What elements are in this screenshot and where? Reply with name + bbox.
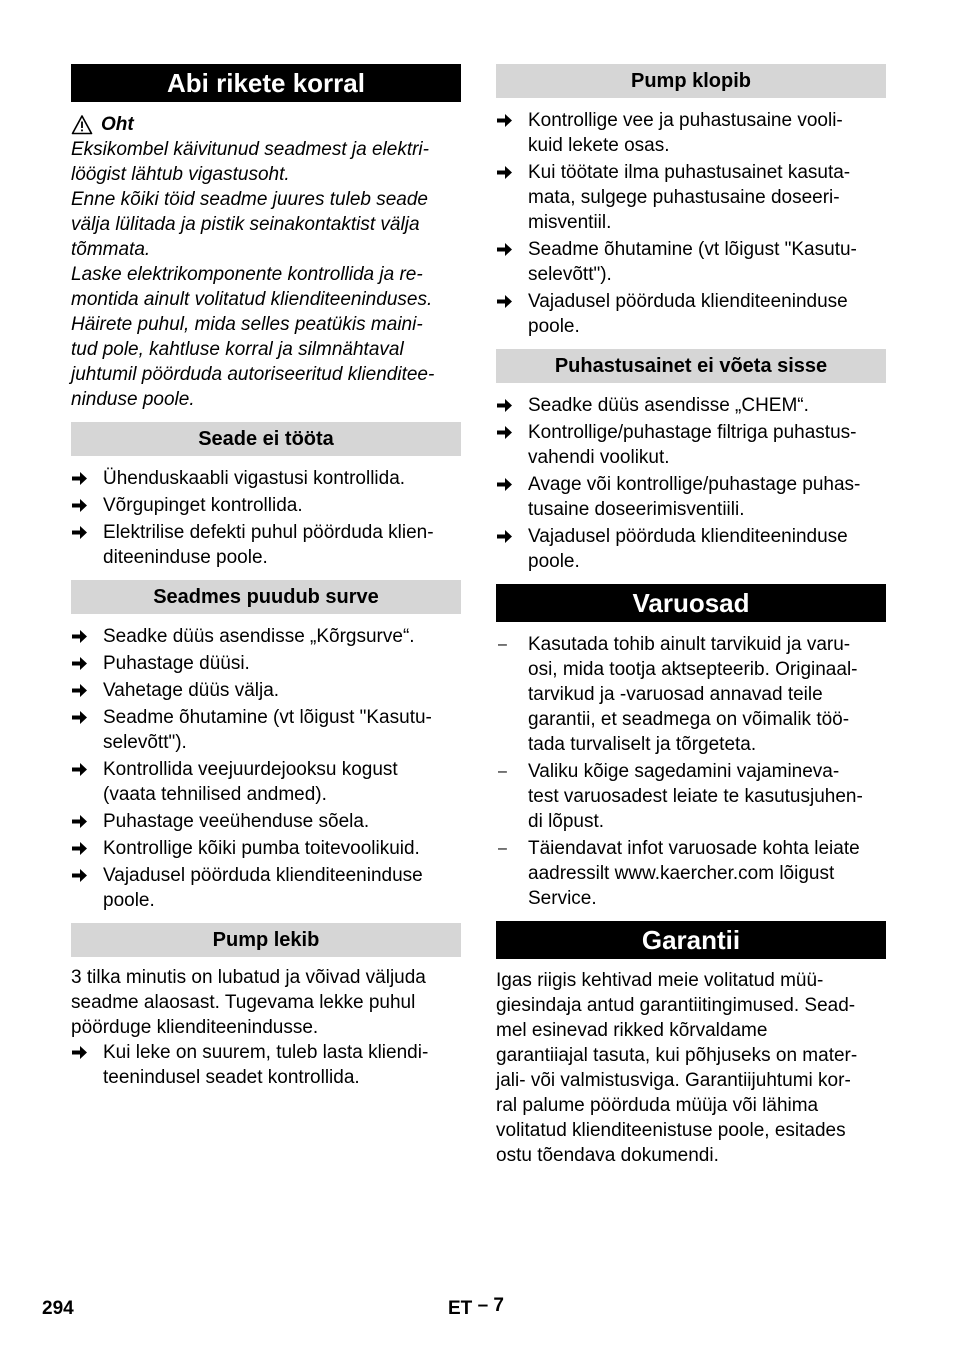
right-arrow-icon <box>496 108 528 140</box>
text-line: jali- või valmistusviga. Garantiijuhtumi kor- <box>496 1070 851 1091</box>
list-item <box>496 108 886 158</box>
list-item-line: Kontrollida veejuurdejooksu kogust <box>103 759 398 780</box>
list-item-line: Ühenduskaabli vigastusi kontrollida. <box>103 468 406 489</box>
list-item-line: osi, mida tootja aktsepteerib. Originaal- <box>528 659 858 680</box>
text-line: mel esinevad rikked kõrvaldame <box>496 1020 768 1041</box>
list-item <box>496 632 886 757</box>
text-line: Igas riigis kehtivad meie volitatud müü- <box>496 970 824 991</box>
bullet-list <box>496 108 886 339</box>
warning-text <box>71 137 461 412</box>
list-item-line: tada turvaliselt ja tõrgeteta. <box>528 734 757 755</box>
list-item <box>496 836 886 911</box>
list-item <box>71 836 461 861</box>
text-line: juhtumil pöörduda autoriseeritud klienditee- <box>71 364 435 385</box>
list-item-line: (vaata tehnilised andmed). <box>103 784 327 805</box>
text-line: Laske elektrikomponente kontrollida ja re- <box>71 264 423 285</box>
list-item-line: diteeninduse poole. <box>103 547 268 568</box>
text-line: Häirete puhul, mida selles peatükis maini- <box>71 314 423 335</box>
right-arrow-icon <box>496 160 528 192</box>
list-item <box>71 493 461 518</box>
list-item <box>71 809 461 834</box>
right-arrow-icon <box>496 237 528 269</box>
language-code: ET <box>448 1298 473 1319</box>
section-heading-spare-parts: Varuosad <box>496 584 886 622</box>
text-line: Eksikombel käivitunud seadmest ja elektri- <box>71 139 429 160</box>
text-line: Enne kõiki töid seadme juures tuleb seade <box>71 189 429 210</box>
list-item <box>496 393 886 418</box>
list-item <box>496 160 886 235</box>
right-arrow-icon <box>496 289 528 321</box>
text-line: löögist lähtub vigastusoht. <box>71 164 290 185</box>
text-line: giesindaja antud garantiitingimused. Sead- <box>496 995 856 1016</box>
list-item-line: poole. <box>103 890 155 911</box>
subheading-device-not-working: Seade ei tööta <box>71 422 461 456</box>
list-item <box>71 863 461 913</box>
list-item-line: tarvikud ja -varuosad annavad teile <box>528 684 823 705</box>
list-item <box>496 472 886 522</box>
right-arrow-icon <box>71 863 103 895</box>
list-item-line: poole. <box>528 316 580 337</box>
list-item-line: Valiku kõige sagedamini vajamineva- <box>528 761 840 782</box>
list-item-line: aadressilt www.kaercher.com lõigust <box>528 863 835 884</box>
text-line: ninduse poole. <box>71 389 195 410</box>
right-arrow-icon <box>496 420 528 452</box>
list-item-line: di lõpust. <box>528 811 605 832</box>
list-item-line: Puhastage veeühenduse sõela. <box>103 811 370 832</box>
bullet-list <box>71 624 461 913</box>
footer-lang-page <box>448 1296 504 1322</box>
list-item <box>496 524 886 574</box>
text-line: seadme alaosast. Tugevama lekke puhul <box>71 992 416 1013</box>
subheading-no-pressure: Seadmes puudub surve <box>71 580 461 614</box>
list-item-line: poole. <box>528 551 580 572</box>
list-item-line: kuid lekete osas. <box>528 135 670 156</box>
list-item <box>496 420 886 470</box>
pump-leaks-paragraph <box>71 965 461 1040</box>
text-line: tõmmata. <box>71 239 151 260</box>
list-item <box>71 757 461 807</box>
text-line: ostu tõendava dokumendi. <box>496 1145 719 1166</box>
list-item-line: Vajadusel pöörduda klienditeeninduse <box>528 291 848 312</box>
list-item <box>71 466 461 491</box>
right-arrow-icon <box>496 472 528 504</box>
list-item-line: Kui töötate ilma puhastusainet kasuta- <box>528 162 851 183</box>
warranty-paragraph <box>496 968 886 1168</box>
text-line: garantiiajal tasuta, kui põhjuseks on mater- <box>496 1045 858 1066</box>
warning-triangle-icon <box>71 114 93 136</box>
list-item-line: Puhastage düüsi. <box>103 653 250 674</box>
right-arrow-icon <box>71 1040 103 1072</box>
list-item-line: Vajadusel pöörduda klienditeeninduse <box>103 865 423 886</box>
list-item <box>71 651 461 676</box>
list-item-line: Kasutada tohib ainult tarvikuid ja varu- <box>528 634 851 655</box>
list-item-line: vahendi voolikut. <box>528 447 670 468</box>
right-arrow-icon <box>496 524 528 556</box>
list-item-line: Seadme õhutamine (vt lõigust "Kasutu- <box>528 239 857 260</box>
right-arrow-icon <box>71 705 103 737</box>
warning-label: Oht <box>101 114 134 135</box>
text-line: pöörduge klienditeenindusse. <box>71 1017 319 1038</box>
list-item-line: Seadke düüs asendisse „Kõrgsurve“. <box>103 626 415 647</box>
list-item-line: mata, sulgege puhastusaine doseeri- <box>528 187 840 208</box>
list-item-line: Kontrollige kõiki pumba toitevoolikuid. <box>103 838 420 859</box>
subheading-detergent-not-drawn: Puhastusainet ei võeta sisse <box>496 349 886 383</box>
text-line: tud pole, kahtluse korral ja silmnähtaval <box>71 339 404 360</box>
warning-title <box>71 112 461 137</box>
dash-bullet-icon: – <box>498 636 507 653</box>
list-item-line: teenindusel seadet kontrollida. <box>103 1067 360 1088</box>
dash-list <box>496 632 886 911</box>
list-item-line: Vajadusel pöörduda klienditeeninduse <box>528 526 848 547</box>
list-item-line: Kui leke on suurem, tuleb lasta kliendi- <box>103 1042 429 1063</box>
dash-bullet-icon: – <box>498 840 507 857</box>
list-item-line: selevõtt"). <box>103 732 187 753</box>
bullet-list <box>496 393 886 574</box>
list-item <box>496 289 886 339</box>
list-item-line: Kontrollige vee ja puhastusaine vooli- <box>528 110 843 131</box>
right-column <box>496 64 886 1168</box>
list-item-line: Võrgupinget kontrollida. <box>103 495 303 516</box>
subheading-pump-knocks: Pump klopib <box>496 64 886 98</box>
list-item <box>71 624 461 649</box>
text-line: ral palume pöörduda müüja või lähima <box>496 1095 819 1116</box>
bullet-list <box>71 466 461 570</box>
section-heading-warranty: Garantii <box>496 921 886 959</box>
list-item <box>496 759 886 834</box>
list-item-line: Elektrilise defekti puhul pöörduda klien- <box>103 522 434 543</box>
list-item <box>71 1040 461 1090</box>
list-item-line: Seadme õhutamine (vt lõigust "Kasutu- <box>103 707 432 728</box>
list-item-line: tusaine doseerimisventiili. <box>528 499 745 520</box>
page-number: 294 <box>42 1298 74 1319</box>
list-item-line: Täiendavat infot varuosade kohta leiate <box>528 838 860 859</box>
text-line: välja lülitada ja pistik seinakontaktist välja <box>71 214 420 235</box>
list-item <box>71 705 461 755</box>
list-item-line: Avage või kontrollige/puhastage puhas- <box>528 474 861 495</box>
section-heading-troubleshooting: Abi rikete korral <box>71 64 461 102</box>
left-column <box>71 64 461 1100</box>
subheading-pump-leaks: Pump lekib <box>71 923 461 957</box>
list-item <box>71 520 461 570</box>
bullet-list <box>71 1040 461 1090</box>
right-arrow-icon <box>71 520 103 552</box>
sub-page-number: – 7 <box>477 1295 504 1316</box>
list-item-line: selevõtt"). <box>528 264 612 285</box>
list-item <box>496 237 886 287</box>
list-item-line: Kontrollige/puhastage filtriga puhastus- <box>528 422 857 443</box>
text-line: 3 tilka minutis on lubatud ja võivad väljuda <box>71 967 426 988</box>
right-arrow-icon <box>71 757 103 789</box>
text-line: montida ainult volitatud klienditeeninduses. <box>71 289 433 310</box>
list-item-line: garantii, et seadmega on võimalik töö- <box>528 709 850 730</box>
list-item-line: Service. <box>528 888 597 909</box>
list-item <box>71 678 461 703</box>
text-line: volitatud klienditeenistuse poole, esitades <box>496 1120 846 1141</box>
list-item-line: Seadke düüs asendisse „CHEM“. <box>528 395 809 416</box>
list-item-line: Vahetage düüs välja. <box>103 680 280 701</box>
list-item-line: misventiil. <box>528 212 612 233</box>
dash-bullet-icon: – <box>498 763 507 780</box>
list-item-line: test varuosadest leiate te kasutusjuhen- <box>528 786 863 807</box>
